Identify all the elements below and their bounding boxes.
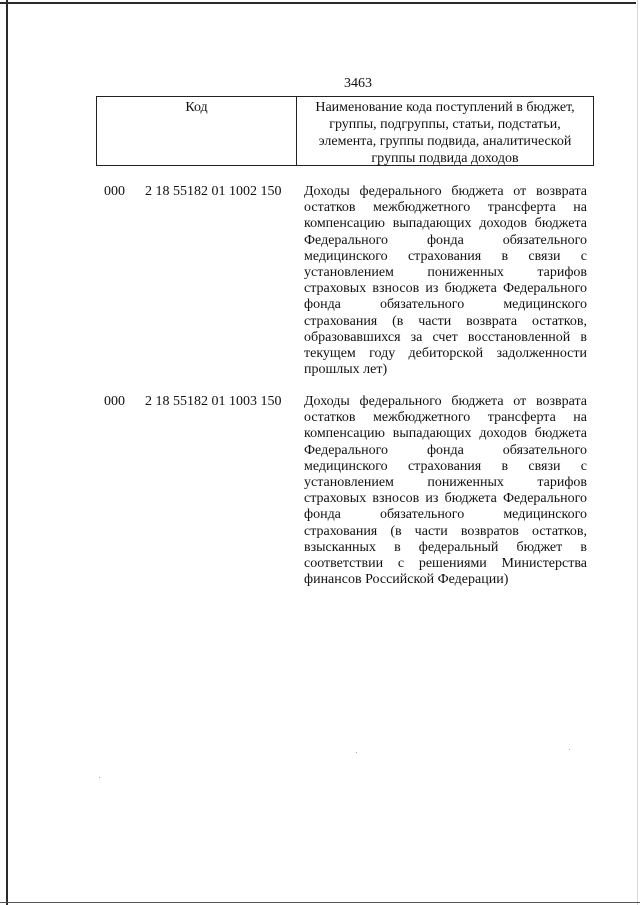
revenue-code: 2 18 55182 01 1002 150 bbox=[145, 184, 282, 199]
scan-speck bbox=[569, 749, 570, 750]
page-border-bottom bbox=[0, 902, 640, 903]
table-header bbox=[96, 96, 594, 166]
page-border-left bbox=[6, 0, 8, 905]
admin-code: 000 bbox=[104, 184, 125, 199]
revenue-code: 2 18 55182 01 1003 150 bbox=[145, 394, 282, 409]
scan-speck bbox=[356, 752, 357, 753]
page-border-top bbox=[0, 2, 636, 4]
revenue-description: Доходы федерального бюджета от возврата остатков межбюджетного трансферта на компенсацию выпадающих доходов бюджета Федерального фонда обязательного медицинского страхования в связи с установлением пониженных тарифов страховых взносов из бюджета Федерального фонда обязательного медицинского страхования (в части возвратов остатков, взысканных в федеральный бюджет в соответствии с решениями Министерства финансов Российской Федерации) bbox=[304, 394, 587, 588]
page-border-right bbox=[637, 0, 638, 905]
revenue-description: Доходы федерального бюджета от возврата остатков межбюджетного трансферта на компенсацию выпадающих доходов бюджета Федерального фонда обязательного медицинского страхования в связи с установлением пониженных тарифов страховых взносов из бюджета Федерального фонда обязательного медицинского страхования (в части возврата остатков, образовавшихся за счет восстановленной в текущем году дебиторской задолженности прошлых лет) bbox=[304, 184, 587, 378]
scan-speck bbox=[99, 777, 100, 778]
page-number: 3463 bbox=[344, 76, 372, 91]
header-name-cell: Наименование кода поступлений в бюджет, группы, подгруппы, статьи, подстатьи, элемента, группы подвида, аналитической группы подвида доходов bbox=[315, 100, 575, 166]
admin-code: 000 bbox=[104, 394, 125, 409]
header-code-cell: Код bbox=[97, 97, 297, 165]
